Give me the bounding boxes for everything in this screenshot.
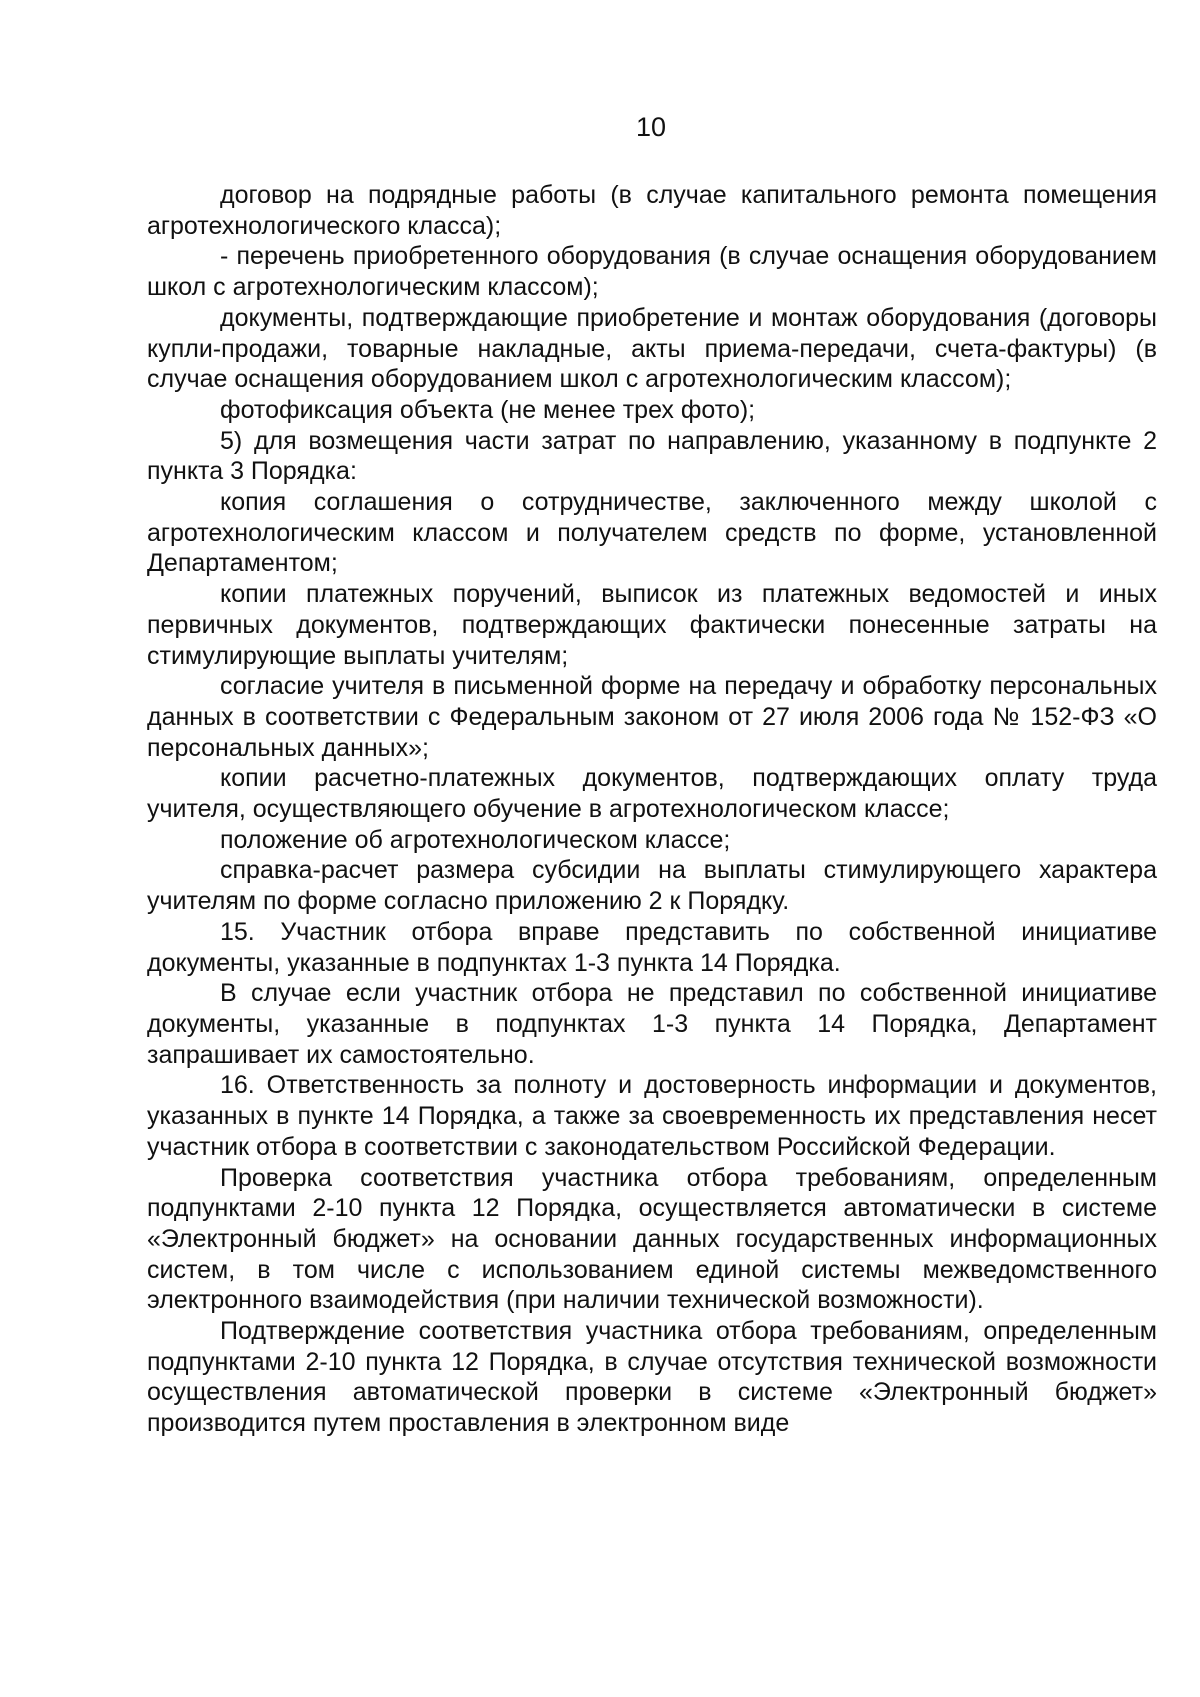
paragraph-clause-16: 16. Ответственность за полноту и достоверность информации и документов, указанных в пункте 14 Порядка, а также за своевременность их представления несет участник отбора в соответствии с законодательством Российской Федерации. xyxy=(147,1071,1157,1161)
paragraph-equipment-list: - перечень приобретенного оборудования (в случае оснащения оборудованием школ с агротехнологическим классом); xyxy=(147,242,1157,302)
paragraph-class-regulation: положение об агротехнологическом классе; xyxy=(220,825,731,854)
paragraph-payment-orders: копии платежных поручений, выписок из платежных ведомостей и иных первичных документов, подтверждающих фактически понесенные затраты на стимулирующие выплаты учителям; xyxy=(147,580,1157,670)
paragraph-subsidy-calculation: справка-расчет размера субсидии на выплаты стимулирующего характера учителям по форме согласно приложению 2 к Порядку. xyxy=(147,856,1157,916)
paragraph-photo-fixation: фотофиксация объекта (не менее трех фото); xyxy=(220,395,756,424)
paragraph-contract-works: договор на подрядные работы (в случае капитального ремонта помещения агротехнологического класса); xyxy=(147,181,1157,240)
paragraph-confirmation: Подтверждение соответствия участника отбора требованиям, определенным подпунктами 2-10 пункта 12 Порядка, в случае отсутствия технической возможности осуществления автоматической проверки в системе «Электронный бюджет» производится путем проставления в электронном виде xyxy=(147,1317,1157,1438)
paragraph-automatic-check: Проверка соответствия участника отбора требованиям, определенным подпунктами 2-10 пункта 12 Порядка, осуществляется автоматически в системе «Электронный бюджет» на основании данных государственных информационных систем, в том числе с использованием единой системы межведомственного электронного взаимодействия (при наличии технической возможности). xyxy=(147,1163,1157,1315)
paragraph-equipment-documents: документы, подтверждающие приобретение и монтаж оборудования (договоры купли-продажи, товарные накладные, акты приема-передачи, счета-фактуры) (в случае оснащения оборудованием школ с агротехнологическим классом); xyxy=(147,303,1157,394)
paragraph-item-5: 5) для возмещения части затрат по направлению, указанному в подпункте 2 пункта 3 Порядка: xyxy=(147,426,1157,486)
paragraph-clause-15: 15. Участник отбора вправе представить по собственной инициативе документы, указанные в подпунктах 1-3 пункта 14 Порядка. xyxy=(147,917,1157,977)
page-number: 10 xyxy=(635,112,667,142)
paragraph-cooperation-agreement: копия соглашения о сотрудничестве, заключенного между школой с агротехнологическим классом и получателем средств по форме, установленной Департаментом; xyxy=(147,488,1157,578)
document-body xyxy=(147,180,1157,1439)
paragraph-teacher-consent: согласие учителя в письменной форме на передачу и обработку персональных данных в соответствии с Федеральным законом от 27 июля 2006 года № 152-ФЗ «О персональных данных»; xyxy=(147,672,1157,762)
paragraph-payroll-documents: копии расчетно-платежных документов, подтверждающих оплату труда учителя, осуществляющего обучение в агротехнологическом классе; xyxy=(147,764,1157,824)
paragraph-department-request: В случае если участник отбора не представил по собственной инициативе документы, указанные в подпунктах 1-3 пункта 14 Порядка, Департамент запрашивает их самостоятельно. xyxy=(147,979,1157,1069)
